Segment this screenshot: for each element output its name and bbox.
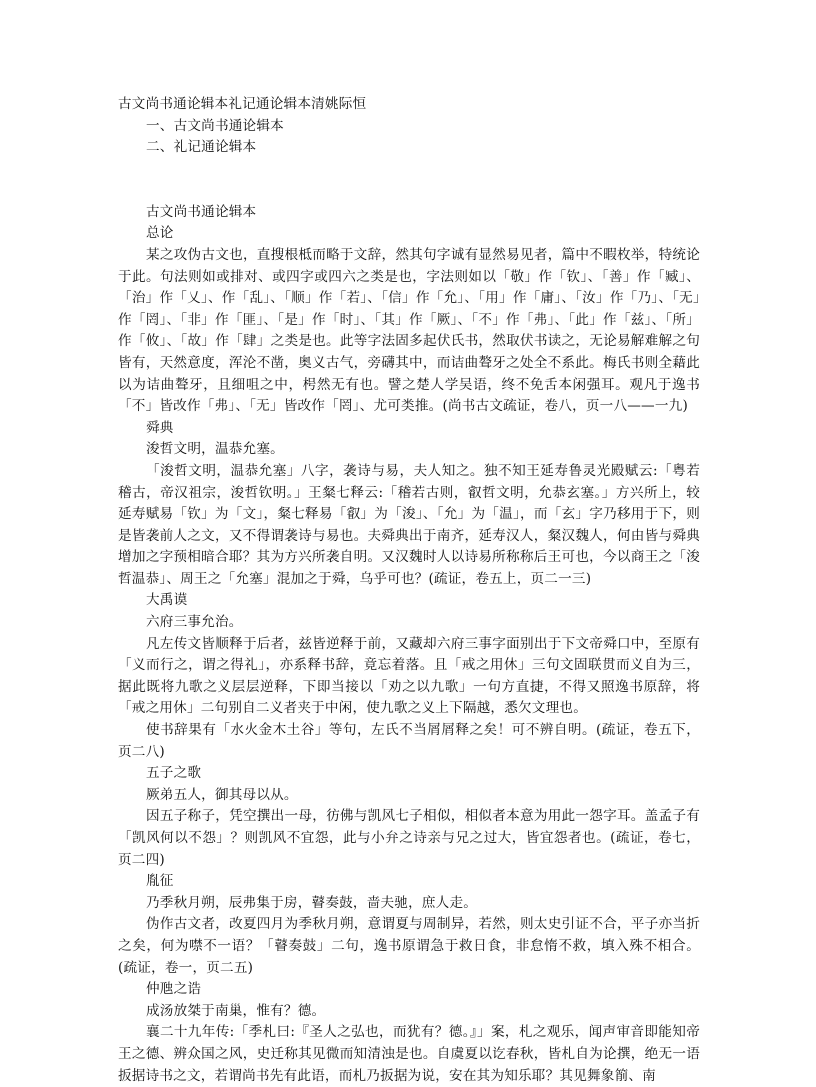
document-page xyxy=(118,94,700,1087)
quote-shundian: 浚哲文明，温恭允塞。 xyxy=(146,441,284,458)
section-spacer xyxy=(118,159,700,202)
section-title: 古文尚书通论辑本 xyxy=(146,203,257,220)
paragraph-zonglun: 某之攻伪古文也，直搜根柢而略于文辞，然其句字诚有显然易见者，篇中不暇枚举，特统论于此。句法则如或排对、或四字或四六之类是也，字法则如以「敬」作「钦」、「善」作「臧」、「治」作「乂」、作「乱」、「顺」作「若」、「信」作「允」、「用」作「庸」、「汝」作「乃」、「无」作「罔」、「非」作「匪」、「是」作「时」、「其」作「厥」、「不」作「弗」、「此」作「兹」、「所」作「攸」、「故」作「肆」之类是也。此等字法固多起伏氏书，然取伏书读之，无论易解难解之句皆有，天然意度，浑沦不凿，奥义古气，旁礴其中，而诘曲聱牙之处全不系此。梅氏书则全藉此以为诘曲聱牙，且细咀之中，枵然无有也。譬之楚人学吴语，终不免舌本闲强耳。观凡于逸书「不」皆改作「弗」、「无」皆改作「罔」、尤可类推。(尚书古文疏证，卷八，页一八——一九) xyxy=(118,246,700,415)
toc-item-2: 二、礼记通论辑本 xyxy=(146,139,257,156)
quote-wuzizhige: 厥弟五人，御其母以从。 xyxy=(146,786,298,803)
heading-zonglun: 总论 xyxy=(146,225,174,242)
heading-shundian: 舜典 xyxy=(146,419,174,436)
toc-item-1: 一、古文尚书通论辑本 xyxy=(146,117,284,134)
document-title: 古文尚书通论辑本礼记通论辑本清姚际恒 xyxy=(118,96,367,112)
paragraph-dayumo-2: 使书辞果有「水火金木土谷」等句，左氏不当屑屑释之矣！可不辨自明。(疏证，卷五下，页二八) xyxy=(118,722,700,760)
quote-zhonghuizhigao: 成汤放桀于南巢，惟有？德。 xyxy=(146,1002,326,1019)
quote-yinzheng: 乃季秋月朔，辰弗集于房，瞽奏鼓，啬夫驰，庶人走。 xyxy=(146,894,478,911)
quote-dayumo: 六府三事允治。 xyxy=(146,614,243,631)
heading-zhonghuizhigao: 仲虺之诰 xyxy=(146,981,202,998)
paragraph-yinzheng: 伪作古文者，改夏四月为季秋月朔，意谓夏与周制异，若然，则太史引证不合，平子亦当折之矣，何为噤不一语？「瞽奏鼓」二句，逸书原谓急于救日食，非怠惰不救，填入殊不相合。(疏证，卷一，页二五) xyxy=(118,916,700,976)
heading-dayumo: 大禹谟 xyxy=(146,592,188,609)
paragraph-zhonghuizhigao: 襄二十九年传:「季札曰:『圣人之弘也，而犹有？德。』」案，札之观乐，闻声审音即能知帝王之德、辨众国之风，史迁称其见微而知清浊是也。自虞夏以讫春秋，皆札自为论撰，绝无一语扳据诗书之文，若谓尚书先有此语，而札乃扳据为说，安在其为知乐耶？其见舞象箾、南 xyxy=(118,1024,700,1084)
paragraph-wuzizhige: 因五子称子，凭空撰出一母，彷佛与凯风七子相似，相似者本意为用此一怨字耳。盖孟子有「凯风何以不怨」？则凯风不宜怨，此与小弁之诗亲与兄之过大，皆宜怨者也。(疏证，卷七，页二四) xyxy=(118,808,700,868)
heading-yinzheng: 胤征 xyxy=(146,873,174,890)
paragraph-dayumo-1: 凡左传文皆顺释于后者，兹皆逆释于前，又藏却六府三事字面别出于下文帝舜口中，至原有「义而行之，谓之得礼」，亦系释书辞，竟忘着落。且「戒之用休」三句文固联贯而义自为三，据此既将九歌之义层层逆释，下即当接以「劝之以九歌」一句方直捷，不得又照逸书原辞，将「戒之用休」二句别自二义者夹于中闲，使九歌之义上下隔越，悉欠文理也。 xyxy=(118,635,700,717)
heading-wuzizhige: 五子之歌 xyxy=(146,765,202,782)
paragraph-shundian: 「浚哲文明，温恭允塞」八字，袭诗与易，夫人知之。独不知王延寿鲁灵光殿赋云:「粤若稽古，帝汉祖宗，浚哲钦明。」王粲七释云:「稽若古则，叡哲文明，允恭玄塞。」方兴所上，较延寿赋易「钦」为「文」，粲七释易「叡」为「浚」、「允」为「温」，而「玄」字乃移用于下，则是皆袭前人之文，又不得谓袭诗与易也。夫舜典出于南齐，延寿汉人，粲汉魏人，何由皆与舜典增加之字预相暗合耶？其为方兴所袭自明。又汉魏时人以诗易所称称后王可也，今以商王之「浚哲温恭」、周王之「允塞」混加之于舜，乌乎可也？(疏证，卷五上，页二一三) xyxy=(118,462,700,587)
